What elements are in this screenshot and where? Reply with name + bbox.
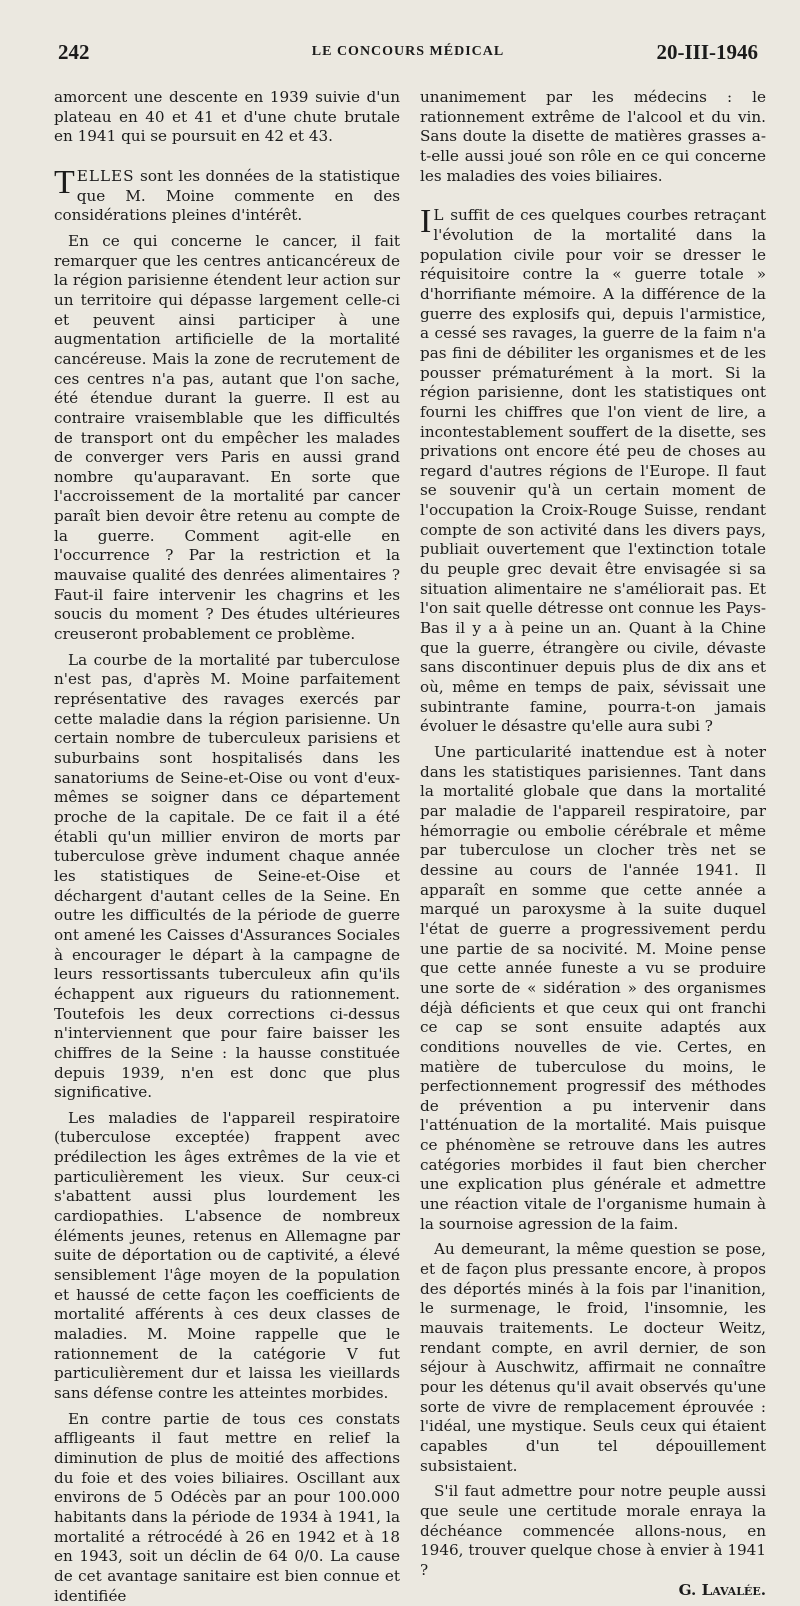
paragraph: S'il faut admettre pour notre peuple aussi que seule une certitude morale enraya la déchéance commencée allons-nous, en 1946, trouver quelque chose à envier à 1941 ?	[420, 1482, 766, 1579]
drop-cap: I	[420, 203, 432, 241]
drop-cap: T	[54, 163, 75, 201]
paragraph: Au demeurant, la même question se pose, et de façon plus pressante encore, à propos des déportés minés à la fois par l'inanition, le surmenage, le froid, l'insomnie, les mauvais traitements. Le docteur Weitz, rendant compte, en avril dernier, de son séjour à Auschwitz, affirmait ne connaître pour les détenus qu'il avait observés qu'une sorte de vivre de remplacement éprouvée : l'idéal, une mystique. Seuls ceux qui étaient capables d'un tel dépouillement subsistaient.	[420, 1240, 766, 1475]
paragraph-dropcap	[54, 163, 400, 226]
left-column	[54, 88, 400, 1606]
paragraph: amorcent une descente en 1939 suivie d'un plateau en 40 et 41 et d'une chute brutale en 1941 qui se poursuit en 42 et 43.	[54, 88, 400, 146]
lead-in-smallcaps: ELLES	[76, 166, 135, 185]
lead-in-smallcaps: L	[433, 206, 445, 225]
paragraph: La courbe de la mortalité par tuberculose n'est pas, d'après M. Moine parfaitement représentative des ravages exercés par cette maladie dans la région parisienne. Un certain nombre de tuberculeux parisiens et suburbains sont hospitalisés dans les sanatoriums de Seine-et-Oise ou vont d'eux-mêmes se soigner dans ce département proche de la capitale. De ce fait il a été établi qu'un millier environ de morts par tuberculose grève indument chaque année les statistiques de Seine-et-Oise et déchargent d'autant celles de la Seine. En outre les difficultés de la période de guerre ont amené les Caisses d'Assurances Sociales à encourager le départ à la campagne de leurs ressortissants tuberculeux afin qu'ils échappent aux rigueurs du rationnement. Toutefois les deux corrections ci-dessus n'interviennent que pour faire baisser les chiffres de la Seine : la hausse constituée depuis 1939, n'en est donc que plus significative.	[54, 650, 400, 1102]
paragraph-text: suffit de ces quelques courbes retraçant l'évolution de la mortalité dans la population civile pour voir se dresser le réquisitoire contre la « guerre totale » d'horrifiante mémoire. A la différence de la guerre des explosifs qui, depuis l'armistice, a cessé ses ravages, la guerre de la faim n'a pas fini de débiliter les organismes et de les pousser prématurément à la mort. Si la région parisienne, dont les statistiques ont fourni les chiffres que l'on vient de lire, a incontestablement souffert de la disette, ses privations ont encore été peu de choses au regard d'autres régions de l'Europe. Il faut se souvenir qu'à un certain moment de l'occupation la Croix-Rouge Suisse, rendant compte de son activité dans les divers pays, publiait ouvertement que l'extinction totale du peuple grec devait être envisagée si sa situation alimentaire ne s'améliorait pas. Et l'on sait quelle détresse ont connue les Pays-Bas il y a à peine un an. Quant à la Chine que la guerre, étrangère ou civile, dévaste sans discontinuer depuis plus de dix ans et où, même en temps de paix, sévissait une subintrante famine, pourra-t-on jamais évoluer le désastre qu'elle aura subi ?	[420, 206, 766, 736]
paragraph: En ce qui concerne le cancer, il fait remarquer que les centres anticancéreux de la région parisienne étendent leur action sur un territoire qui dépasse largement celle-ci et peuvent ainsi participer à une augmentation artificielle de la mortalité cancéreuse. Mais la zone de recrutement de ces centres n'a pas, autant que l'on sache, été étendue durant la guerre. Il est au contraire vraisemblable que les difficultés de transport ont du empêcher les malades de converger vers Paris en aussi grand nombre qu'auparavant. En sorte que l'accroissement de la mortalité par cancer paraît bien devoir être retenu au compte de la guerre. Comment agit-elle en l'occurrence ? Par la restriction et la mauvaise qualité des denrées alimentaires ? Faut-il faire intervenir les chagrins et les soucis du moment ? Des études ultérieures creuseront probablement ce problème.	[54, 231, 400, 644]
journal-title: LE CONCOURS MÉDICAL	[311, 44, 505, 59]
paragraph: Une particularité inattendue est à noter dans les statistiques parisiennes. Tant dans la mortalité globale que dans la mortalité par maladie de l'appareil respiratoire, par hémorragie ou embolie cérébrale et même par tuberculose un clocher très net se dessine au cours de l'année 1941. Il apparaît en somme que cette année a marqué un paroxysme à la suite duquel l'état de guerre a progressivement perdu une partie de sa nocivité. M. Moine pense que cette année funeste a vu se produire une sorte de « sidération » des organismes déjà déficients et que ceux qui ont franchi ce cap se sont ensuite adaptés aux conditions nouvelles de vie. Certes, en matière de tuberculose du moins, le perfectionnement progressif des méthodes de prévention a pu intervenir dans l'atténuation de la mortalité. Mais puisque ce phénomène se retrouve dans les autres catégories morbides il faut bien chercher une explication plus générale et admettre une réaction vitale de l'organisme humain à la sournoise agression de la faim.	[420, 743, 766, 1233]
paragraph: Les maladies de l'appareil respiratoire (tuberculose exceptée) frappent avec prédilection les âges extrêmes de la vie et particulièrement les vieux. Sur ceux-ci s'abattent aussi plus lourdement les cardiopathies. L'absence de nombreux éléments jeunes, retenus en Allemagne par suite de déportation ou de captivité, a élevé sensiblement l'âge moyen de la population et haussé de cette façon les coefficients de mortalité afférents à ces deux classes de maladies. M. Moine rappelle que le rationnement de la catégorie V fut particulièrement dur et laissa les vieillards sans défense contre les atteintes morbides.	[54, 1108, 400, 1402]
issue-date: 20-III-1946	[656, 40, 758, 64]
paragraph: unanimement par les médecins : le rationnement extrême de l'alcool et du vin. Sans doute la disette de matières grasses a-t-elle aussi joué son rôle en ce qui concerne les maladies des voies biliaires.	[420, 88, 766, 185]
page-number: 242	[58, 40, 90, 64]
author-signature: G. Lavalée.	[678, 1580, 766, 1599]
paragraph-dropcap	[420, 203, 766, 737]
paragraph-text: sont les données de la statistique que M. Moine commente en des considérations pleines d'intérêt.	[54, 166, 400, 225]
paragraph: En contre partie de tous ces constats affligeants il faut mettre en relief la diminution de plus de moitié des affections du foie et des voies biliaires. Oscillant aux environs de 5 Odécès par an pour 100.000 habitants dans la période de 1934 à 1941, la mortalité a rétrocédé à 26 en 1942 et à 18 en 1943, soit un déclin de 64 0/0. La cause de cet avantage sanitaire est bien connue et identifiée	[54, 1409, 400, 1605]
running-header	[58, 40, 758, 70]
right-column	[420, 88, 766, 1600]
